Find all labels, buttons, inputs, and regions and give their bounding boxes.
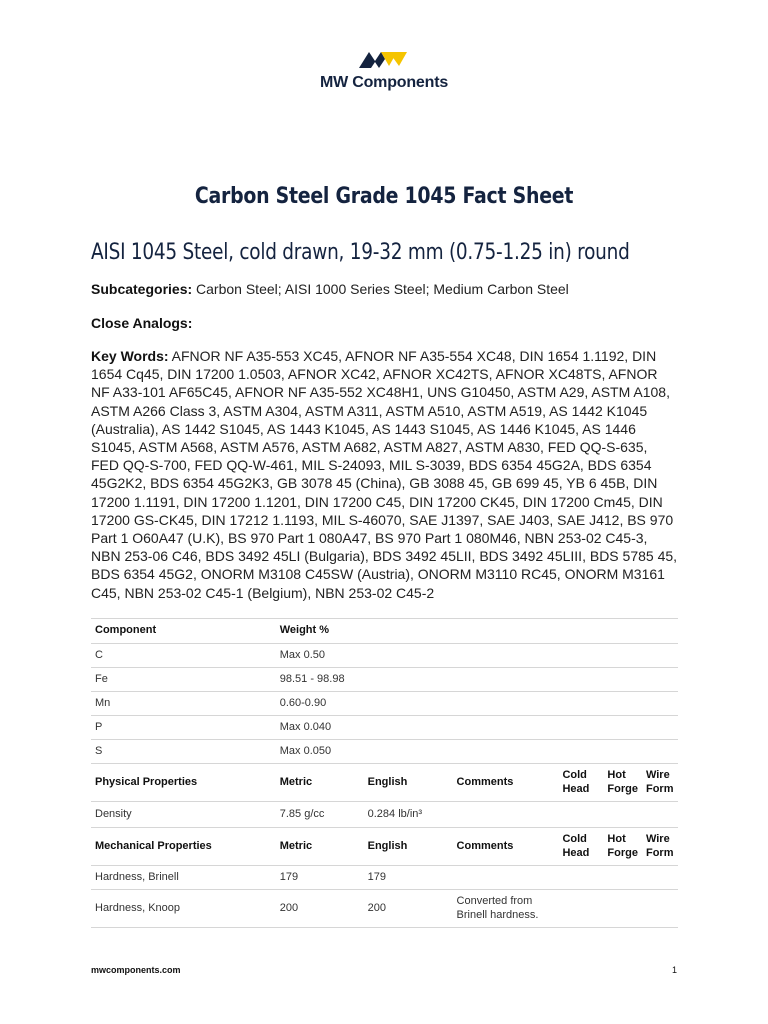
table-row — [91, 716, 678, 740]
page-subtitle: AISI 1045 Steel, cold drawn, 19-32 mm (0.75-1.25 in) round — [91, 240, 630, 265]
table-cell: Hardness, Knoop — [91, 890, 276, 928]
header-cell: Comments — [453, 764, 559, 802]
table-cell: S — [91, 740, 276, 764]
header-cell: Hot Forge — [603, 828, 642, 866]
composition-header-row — [91, 619, 678, 644]
table-cell: 179 — [364, 866, 453, 890]
table-cell: 200 — [364, 890, 453, 928]
subcategories — [91, 280, 679, 298]
table-cell — [642, 802, 678, 828]
logo — [0, 48, 768, 92]
table-row — [91, 866, 678, 890]
subcategories-label: Subcategories: — [91, 281, 193, 297]
table-cell: 98.51 - 98.98 — [276, 668, 678, 692]
table-cell — [558, 890, 603, 928]
header-cell: Hot Forge — [603, 764, 642, 802]
table-cell — [558, 866, 603, 890]
table-cell: Hardness, Brinell — [91, 866, 276, 890]
table-cell — [642, 866, 678, 890]
header-cell: English — [364, 828, 453, 866]
table-cell: Max 0.050 — [276, 740, 678, 764]
header-cell: Weight % — [276, 619, 678, 644]
header-cell: Cold Head — [558, 764, 603, 802]
mechanical-header-row — [91, 828, 678, 866]
table-cell: Max 0.040 — [276, 716, 678, 740]
table-row — [91, 890, 678, 928]
table-cell — [642, 890, 678, 928]
key-words — [91, 347, 679, 602]
table-cell: Converted from Brinell hardness. — [453, 890, 559, 928]
header-cell: English — [364, 764, 453, 802]
table-cell — [603, 890, 642, 928]
table-cell — [603, 866, 642, 890]
table-cell: 7.85 g/cc — [276, 802, 364, 828]
subcategories-value: Carbon Steel; AISI 1000 Series Steel; Medium Carbon Steel — [192, 281, 569, 297]
header-cell: Comments — [453, 828, 559, 866]
table-cell — [558, 802, 603, 828]
table-cell — [453, 866, 559, 890]
table-cell: Fe — [91, 668, 276, 692]
close-analogs-label: Close Analogs: — [91, 315, 193, 331]
table-row — [91, 802, 678, 828]
physical-header-row — [91, 764, 678, 802]
table-cell: 179 — [276, 866, 364, 890]
table-row — [91, 740, 678, 764]
footer-url[interactable]: mwcomponents.com — [91, 965, 181, 975]
table-cell: P — [91, 716, 276, 740]
spec-table — [91, 618, 678, 928]
table-cell: 0.60-0.90 — [276, 692, 678, 716]
header-cell: Wire Form — [642, 764, 678, 802]
header-cell: Wire Form — [642, 828, 678, 866]
table-cell — [453, 802, 559, 828]
brand-name: MW Components — [319, 74, 449, 91]
key-words-value: AFNOR NF A35-553 XC45, AFNOR NF A35-554 XC48, DIN 1654 1.1192, DIN 1654 Cq45, DIN 17200 1.0503, AFNOR XC42, AFNOR XC42TS, AFNOR XC48TS, AFNOR NF A33-101 AF65C45, AFNOR NF A35-552 XC48H1, UNS G10450, ASTM A29, ASTM A108, ASTM A266 Class 3, ASTM A304, ASTM A311, ASTM A510, ASTM A519, AS 1442 K1045 (Australia), AS 1442 S1045, AS 1443 K1045, AS 1443 S1045, AS 1446 K1045, AS 1446 S1045, ASTM A568, ASTM A576, ASTM A682, ASTM A827, ASTM A830, FED QQ-S-635, FED QQ-S-700, FED QQ-W-461, MIL S-24093, MIL S-3039, BDS 6354 45G2A, BDS 6354 45G2K2, BDS 6354 45G2K3, GB 3078 45 (China), GB 3088 45, GB 699 45, YB 6 45B, DIN 17200 1.1191, DIN 17200 1.1201, DIN 17200 C45, DIN 17200 CK45, DIN 17200 Cm45, DIN 17200 GS-CK45, DIN 17212 1.1193, MIL S-46070, SAE J1397, SAE J403, SAE J412, BS 970 Part 1 O60A47 (U.K), BS 970 Part 1 080A47, BS 970 Part 1 080M46, NBN 253-02 C45-3, NBN 253-06 C46, BDS 3492 45LI (Bulgaria), BDS 3492 45LII, BDS 3492 45LIII, BDS 5785 45, BDS 6354 45G2, ONORM M3108 C45SW (Austria), ONORM M3110 RC45, ONORM M3161 C45, NBN 253-02 C45-1 (Belgium), NBN 253-02 C45-2 — [91, 348, 678, 601]
header-cell: Physical Properties — [91, 764, 276, 802]
table-cell — [603, 802, 642, 828]
header-cell: Mechanical Properties — [91, 828, 276, 866]
header-cell: Component — [91, 619, 276, 644]
key-words-label: Key Words: — [91, 348, 169, 364]
page-number: 1 — [672, 965, 678, 975]
table-cell: C — [91, 644, 276, 668]
table-cell: 200 — [276, 890, 364, 928]
page-title: Carbon Steel Grade 1045 Fact Sheet — [194, 184, 574, 209]
table-cell: Max 0.50 — [276, 644, 678, 668]
header-cell: Metric — [276, 828, 364, 866]
table-cell: Mn — [91, 692, 276, 716]
close-analogs — [91, 314, 679, 332]
table-row — [91, 668, 678, 692]
mw-logo-icon — [359, 48, 409, 72]
table-cell: Density — [91, 802, 276, 828]
table-cell: 0.284 lb/in³ — [364, 802, 453, 828]
header-cell: Cold Head — [558, 828, 603, 866]
header-cell: Metric — [276, 764, 364, 802]
table-row — [91, 644, 678, 668]
table-row — [91, 692, 678, 716]
